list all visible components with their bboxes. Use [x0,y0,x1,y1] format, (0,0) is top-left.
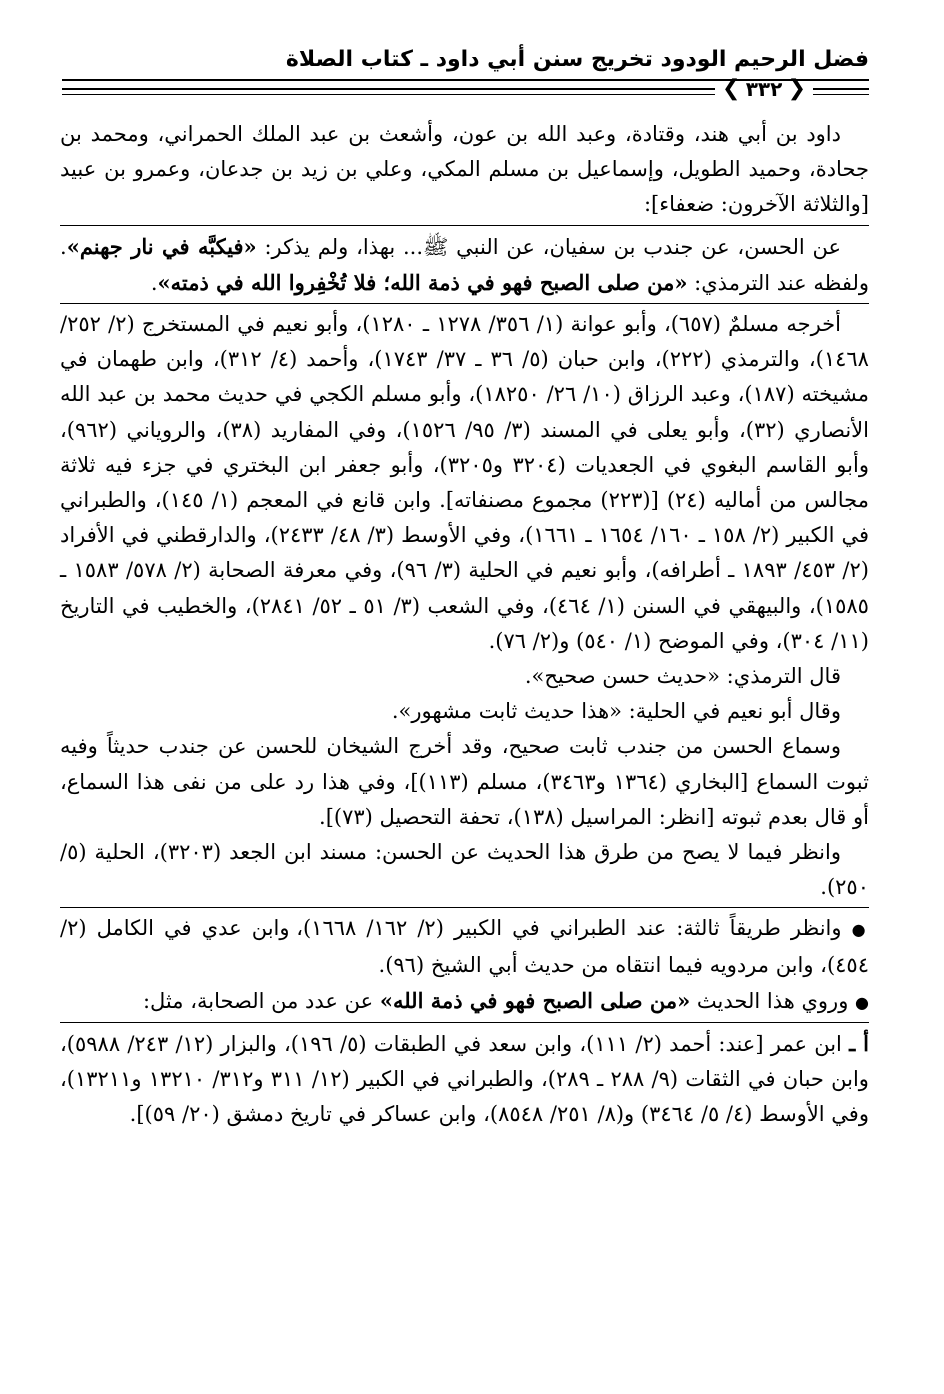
paragraph-weak-routes: وانظر فيما لا يصح من طرق هذا الحديث عن الحسن: مسند ابن الجعد (٣٢٠٣)، الحلية (٥/ ٢٥٠). [60,840,869,900]
header-double-rule-left-thin [62,94,715,95]
hadith-text-part: . ولفظه عند الترمذي: [60,234,869,295]
section-divider [60,303,869,304]
hadith-quote-bold: «فيكبَّه في نار جهنم» [66,233,257,259]
paragraph-hadith-text [60,229,869,301]
section-divider [60,1022,869,1023]
companions-text-part: عن عدد من الصحابة، مثل: [142,988,380,1013]
paragraph-takhrij: أخرجه مسلمٌ (٦٥٧)، وأبو عوانة (١/ ٣٥٦/ ١٢٧٨ ـ ١٢٨٠)، وأبو نعيم في المستخرج (٢/ ٢٥٢/ ١٤٦٨)، والترمذي (٢٢٢)، وابن حبان (٥/ ٣٦ ـ ٣٧/ ١٧٤٣)، وأحمد (٤/ ٣١٢)، وابن طهمان في مشيخته (١٨٧)، وعبد الرزاق (١٠/ ٢٦/ ١٨٢٥٠)، وأبو مسلم الكجي في حديث محمد بن عبد الله الأنصاري (٣٢)، وأبو يعلى في المسند (٣/ ٩٥/ ١٥٢٦)، وفي المفاريد (٣٨)، والروياني (٩٦٢)، وأبو القاسم البغوي في الجعديات (٣٢٠٤ و٣٢٠٥)، وأبو جعفر ابن البختري في جزء فيه ثلاثة مجالس من أماليه (٢٤) [(٢٢٣) مجموع مصنفاته]. وابن قانع في المعجم (١/ ١٤٥)، والطبراني في الكبير (٢/ ١٥٨ ـ ١٦٠/ ١٦٥٤ ـ ١٦٦١)، وفي الأوسط (٣/ ٤٨/ ٢٤٣٣)، والدارقطني في الأفراد (٢/ ٤٥٣/ ١٨٩٣ ـ أطرافه)، وأبو نعيم في الحلية (٣/ ٩٦)، وفي معرفة الصحابة (٢/ ٥٧٨/ ١٥٨٣ ـ ١٥٨٥)، والبيهقي في السنن (١/ ٤٦٤)، وفي الشعب (٣/ ٥١ ـ ٥٢/ ٢٨٤١)، والخطيب في التاريخ (١١/ ٣٠٤)، وفي الموضح (١/ ٥٤٠) و(٢/ ٧٦). [60,312,869,653]
ornament-bracket-left-icon: ❯ [722,76,741,101]
paragraph-abu-nuaym-verdict: وقال أبو نعيم في الحلية: «هذا حديث ثابت مشهور». [391,699,841,724]
page-number-ornament [720,76,808,102]
header-double-rule-right [813,88,869,90]
third-route-text: وانظر طريقاً ثالثة: عند الطبراني في الكبير (٢/ ١٦٢/ ١٦٦٨)، وابن عدي في الكامل (٢/ ٤٥٤)، وابن مردويه فيما انتقاه من حديث أبي الشيخ (٩٦). [60,916,869,977]
header-double-rule-right-thin [813,94,869,95]
page-body [60,117,869,1133]
bullet-icon: ● [855,992,869,1012]
hadith-quote-bold: «من صلى الصبح فهو في ذمة الله؛ فلا تُخْفِروا الله في ذمته» [157,269,688,295]
section-divider [60,907,869,908]
hadith-text-part: . [150,270,158,295]
page-number: ٣٣٢ [745,77,783,101]
running-header-title: فضل الرحيم الودود تخريج سنن أبي داود ـ كتاب الصلاة [285,47,869,72]
paragraph-ibn-umar [60,1026,869,1133]
list-label: أ ـ [849,1031,869,1057]
ibn-umar-text: ابن عمر [عند: أحمد (٢/ ١١١)، وابن سعد في الطبقات (٥/ ١٩٦)، والبزار (١٢/ ٢٤٣/ ٥٩٨٨)، وابن حبان في الثقات (٩/ ٢٨٨ ـ ٢٨٩)، والطبراني في الكبير (١٢/ ٣١١ و٣١٢/ ١٣٢١٠ و١٣٢١١)، وفي الأوسط (٤/ ٥/ ٣٤٦٤) و(٨/ ٢٥١/ ٨٥٤٨)، وابن عساكر في تاريخ دمشق (٢٠/ ٥٩)]. [60,1032,869,1127]
paragraph-other-companions [60,983,869,1020]
section-divider [60,225,869,226]
hadith-text-part: عن الحسن، عن جندب بن سفيان، عن النبي ﷺ... بهذا، ولم يذكر: [256,234,841,259]
bullet-icon: ● [851,920,869,940]
companions-text-part: وروي هذا الحديث [690,988,849,1013]
paragraph-third-route [60,911,869,982]
companions-quote-bold: «من صلى الصبح فهو في ذمة الله» [379,987,691,1013]
paragraph-narrators: داود بن أبي هند، وقتادة، وعبد الله بن عون، وأشعث بن عبد الملك الحمراني، ومحمد بن جحادة، وحميد الطويل، وإسماعيل بن مسلم المكي، وعلي بن زيد بن جدعان، وعمرو بن عبيد [والثلاثة الآخرون: ضعفاء]: [60,122,869,217]
paragraph-hasan-hearing: وسماع الحسن من جندب ثابت صحيح، وقد أخرج الشيخان للحسن عن جندب حديثاً وفيه ثبوت السماع [البخاري (١٣٦٤ و٣٤٦٣)، مسلم (١١٣)]، وفي هذا رد على من نفى هذا السماع، أو قال بعدم ثبوته [انظر: المراسيل (١٣٨)، تحفة التحصيل (٧٣)]. [60,734,869,829]
ornament-bracket-right-icon: ❮ [787,76,806,101]
paragraph-tirmidhi-verdict: قال الترمذي: «حديث حسن صحيح». [524,664,841,689]
header-double-rule-left [62,88,715,90]
